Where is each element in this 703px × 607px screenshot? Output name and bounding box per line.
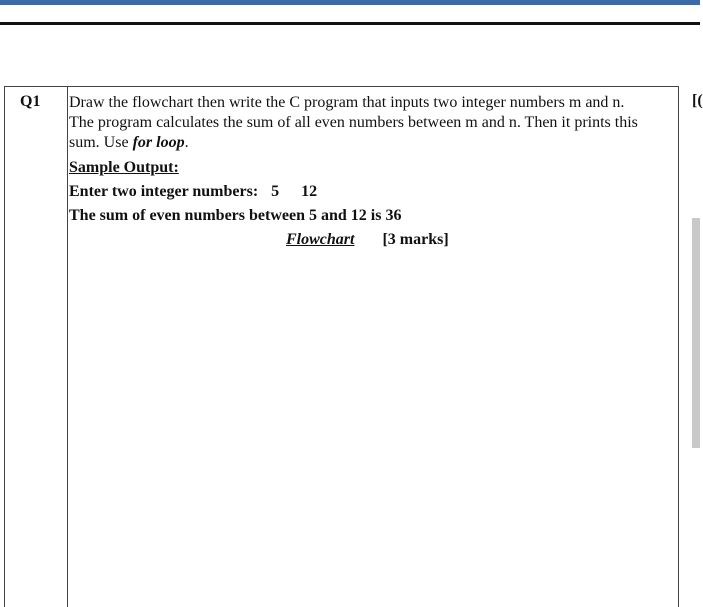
next-column-edge-text: [( — [692, 92, 703, 109]
table-top-border — [4, 86, 679, 87]
header-rule — [0, 22, 700, 25]
top-accent-bar — [0, 0, 700, 5]
left-table-border — [4, 86, 5, 607]
question-line-3 — [69, 133, 669, 153]
question-number: Q1 — [20, 93, 41, 110]
scrollbar-thumb[interactable] — [692, 218, 700, 448]
sample-input-label: Enter two integer numbers: — [69, 183, 259, 200]
sample-input-n: 12 — [301, 183, 318, 200]
marks-label: [3 marks] — [382, 231, 449, 248]
question-line-2: The program calculates the sum of all even numbers between m and n. Then it prints this — [69, 114, 638, 131]
sample-result-line: The sum of even numbers between 5 and 12 is 36 — [69, 207, 402, 224]
line3-prefix: sum. Use — [69, 134, 133, 151]
sample-input-m: 5 — [271, 183, 280, 200]
right-table-border — [678, 86, 679, 607]
sample-output-heading: Sample Output: — [69, 159, 179, 176]
line3-suffix: . — [184, 134, 189, 151]
flowchart-label: Flowchart — [286, 231, 355, 248]
sample-input-line — [69, 182, 669, 202]
question-line-1: Draw the flowchart then write the C program that inputs two integer numbers m and n. — [69, 94, 625, 111]
question-column-divider — [67, 86, 68, 607]
flowchart-marks-line — [286, 231, 449, 249]
for-loop-emphasis: for loop — [132, 134, 185, 151]
